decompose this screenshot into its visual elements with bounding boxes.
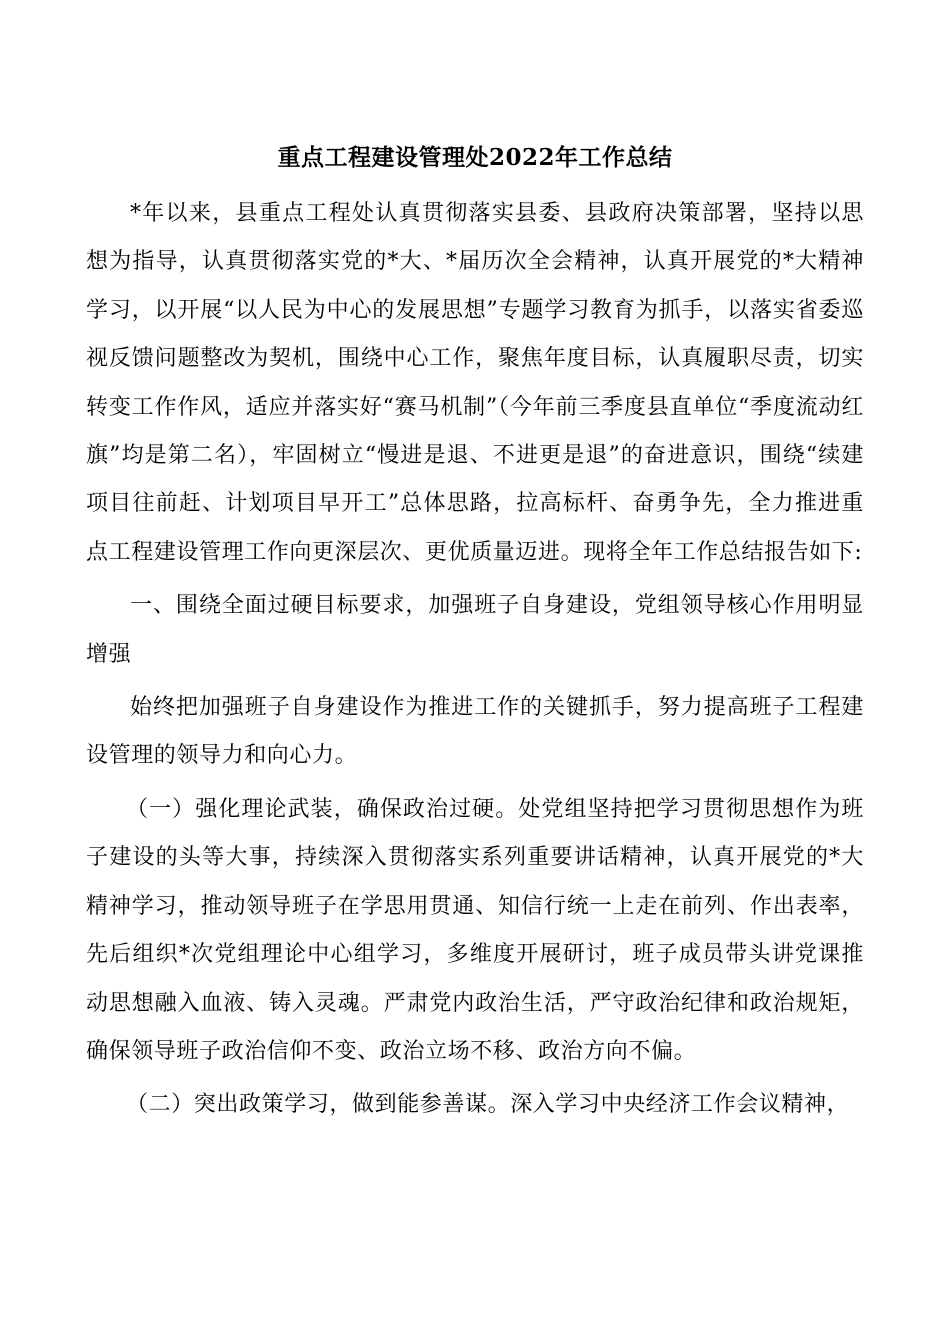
- document-body: [86, 190, 864, 1135]
- document-title: 重点工程建设管理处2022年工作总结: [277, 144, 673, 171]
- subsection-2-paragraph: （二）突出政策学习，做到能参善谋。深入学习中央经济工作会议精神，: [126, 1092, 850, 1118]
- section-heading-1: 一、围绕全面过硬目标要求，加强班子自身建设，党组领导核心作用明显增强: [86, 593, 864, 667]
- section-summary-paragraph: 始终把加强班子自身建设作为推进工作的关键抓手，努力提高班子工程建设管理的领导力和向心力。: [86, 695, 864, 769]
- subsection-1-paragraph: （一）强化理论武装，确保政治过硬。处党组坚持把学习贯彻思想作为班子建设的头等大事，持续深入贯彻落实系列重要讲话精神，认真开展党的*大精神学习，推动领导班子在学思用贯通、知信行统一上走在前列、作出表率，先后组织*次党组理论中心组学习，多维度开展研讨，班子成员带头讲党课推动思想融入血液、铸入灵魂。严肃党内政治生活，严守政治纪律和政治规矩，确保领导班子政治信仰不变、政治立场不移、政治方向不偏。: [86, 796, 864, 1064]
- intro-paragraph: *年以来，县重点工程处认真贯彻落实县委、县政府决策部署，坚持以思想为指导，认真贯彻落实党的*大、*届历次全会精神，认真开展党的*大精神学习，以开展“以人民为中心的发展思想”专题学习教育为抓手，以落实省委巡视反馈问题整改为契机，围绕中心工作，聚焦年度目标，认真履职尽责，切实转变工作作风，适应并落实好“赛马机制”（今年前三季度县直单位“季度流动红旗”均是第二名），牢固树立“慢进是退、不进更是退”的奋进意识，围绕“续建项目往前赶、计划项目早开工”总体思路，拉高标杆、奋勇争先，全力推进重点工程建设管理工作向更深层次、更优质量迈进。现将全年工作总结报告如下:: [86, 201, 864, 565]
